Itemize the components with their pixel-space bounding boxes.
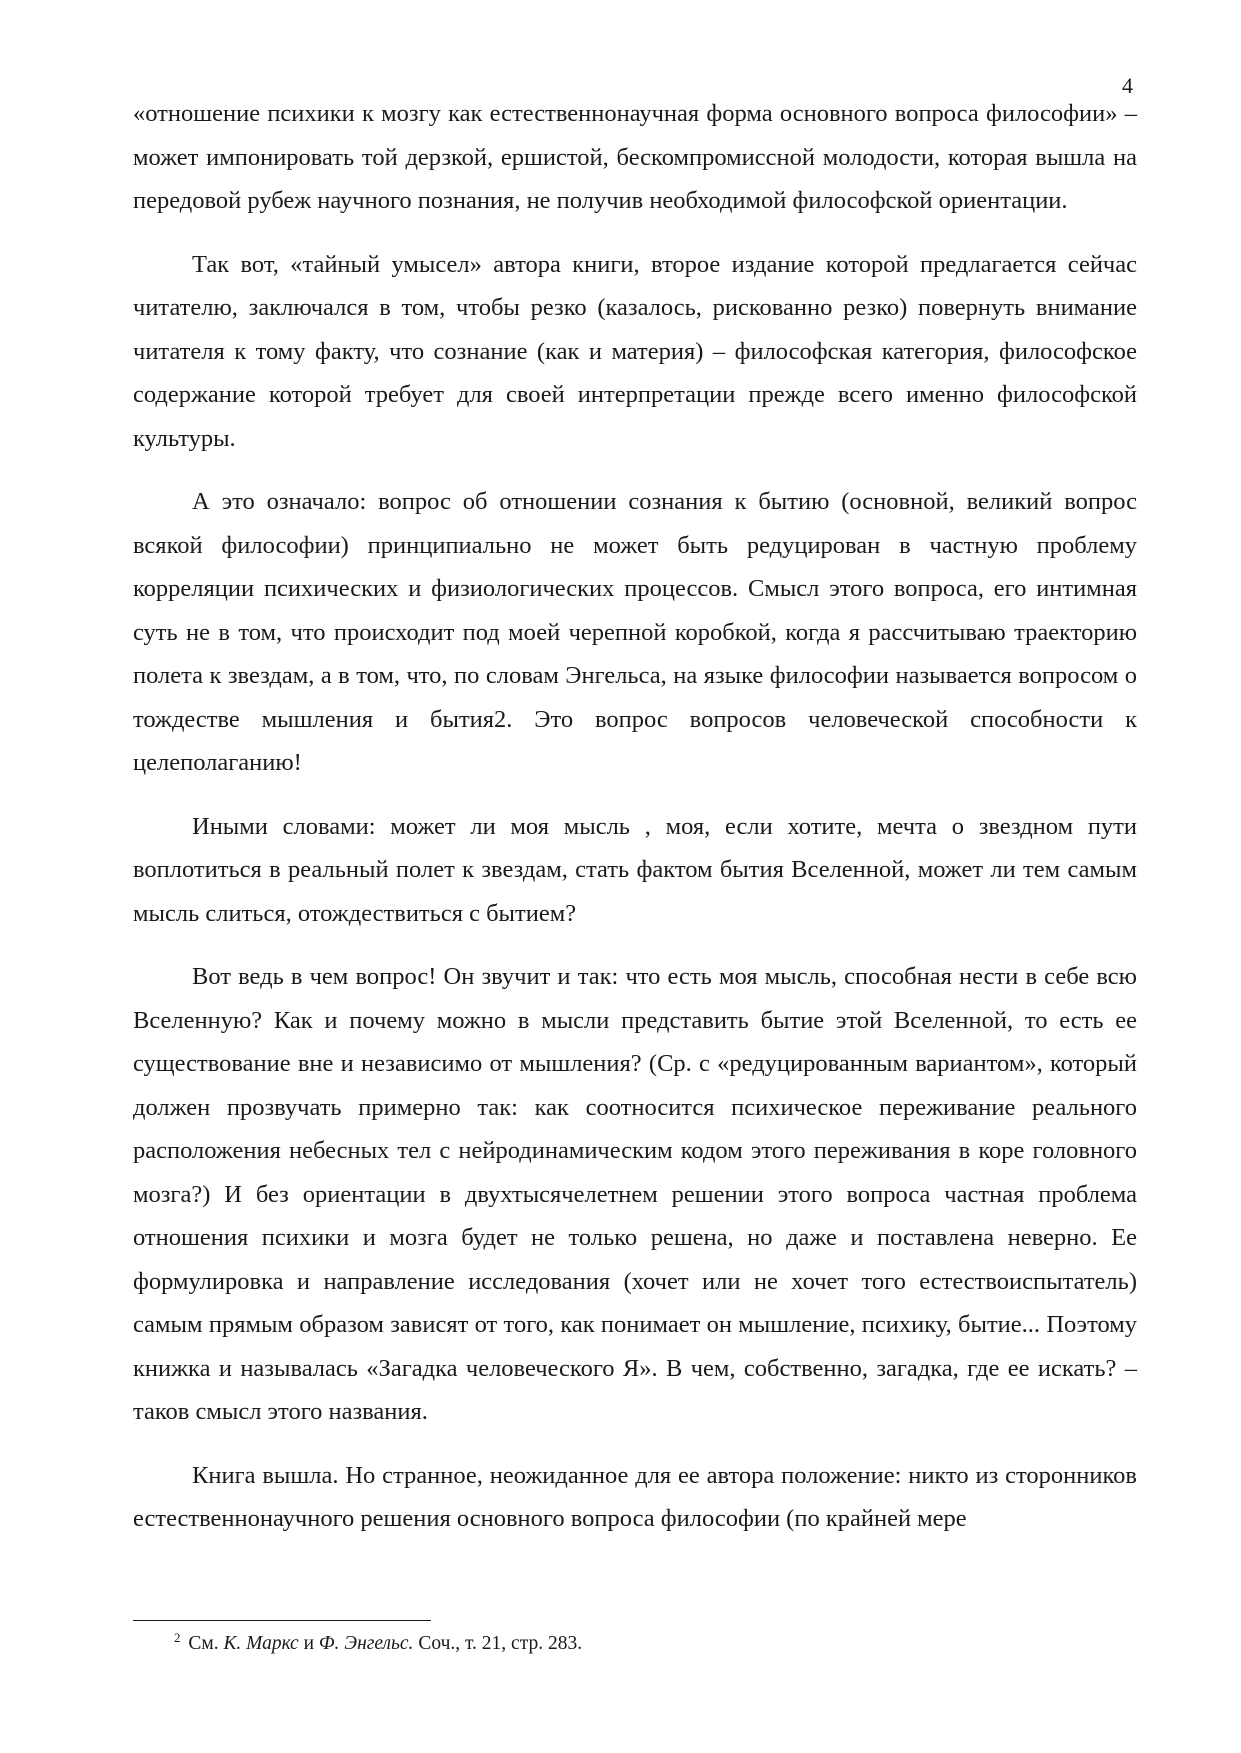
footnote-author-1: К. Маркс — [223, 1633, 299, 1654]
footnote-marker: 2 — [174, 1629, 181, 1645]
footnote-author-2: Ф. Энгельс. — [318, 1633, 414, 1654]
paragraph-5: Вот ведь в чем вопрос! Он звучит и так: что есть моя мысль, способная нести в себе всю Вселенную? Как и почему можно в мысли представить бытие этой Вселенной, то есть ее существование вне и независимо от мышления? (Ср. с «редуцированным вариантом», который должен прозвучать примерно так: как соотносится психическое переживание реального расположения небесных тел с нейродинамическим кодом этого переживания в коре головного мозга?) И без ориентации в двухтысячелетнем решении этого вопроса частная проблема отношения психики и мозга будет не только решена, но даже и поставлена неверно. Ее формулировка и направление исследования (хочет или не хочет того естествоиспытатель) самым прямым образом зависят от того, как понимает он мышление, психику, бытие... Поэтому книжка и называлась «Загадка человеческого Я». В чем, собственно, загадка, где ее искать? – таков смысл этого названия. — [133, 963, 1137, 1425]
footnote-conjunction: и — [303, 1633, 314, 1654]
paragraph-3: А это означало: вопрос об отношении сознания к бытию (основной, великий вопрос всякой философии) принципиально не может быть редуцирован в частную проблему корреляции психических и физиологических процессов. Смысл этого вопроса, его интимная суть не в том, что происходит под моей черепной коробкой, когда я рассчитываю траекторию полета к звездам, а в том, что, по словам Энгельса, на языке философии называется вопросом о тождестве мышления и бытия2. Это вопрос вопросов человеческой способности к целеполаганию! — [133, 488, 1137, 776]
paragraph-2: Так вот, «тайный умысел» автора книги, второе издание которой предлагается сейчас читателю, заключался в том, чтобы резко (казалось, рискованно резко) повернуть внимание читателя к тому факту, что сознание (как и материя) – философская категория, философское содержание которой требует для своей интерпретации прежде всего именно философской культуры. — [133, 250, 1137, 452]
body-text — [133, 92, 1137, 1561]
paragraph-1: «отношение психики к мозгу как естественнонаучная форма основного вопроса философии» – может импонировать той дерзкой, ершистой, бескомпромиссной молодости, которая вышла на передовой рубеж научного познания, не получив необходимой философской ориентации. — [133, 100, 1137, 214]
footnote-prefix: См. — [188, 1633, 219, 1654]
footnote — [174, 1629, 583, 1656]
paragraph-6: Книга вышла. Но странное, неожиданное для ее автора положение: никто из сторонников естественнонаучного решения основного вопроса философии (по крайней мере — [133, 1461, 1137, 1532]
page-number: 4 — [1122, 73, 1133, 98]
footnote-separator — [133, 1620, 431, 1621]
paragraph-4: Иными словами: может ли моя мысль , моя, если хотите, мечта о звездном пути воплотиться в реальный полет к звездам, стать фактом бытия Вселенной, может ли тем самым мысль слиться, отождествиться с бытием? — [133, 812, 1137, 927]
footnote-citation: Соч., т. 21, стр. 283. — [418, 1633, 583, 1654]
